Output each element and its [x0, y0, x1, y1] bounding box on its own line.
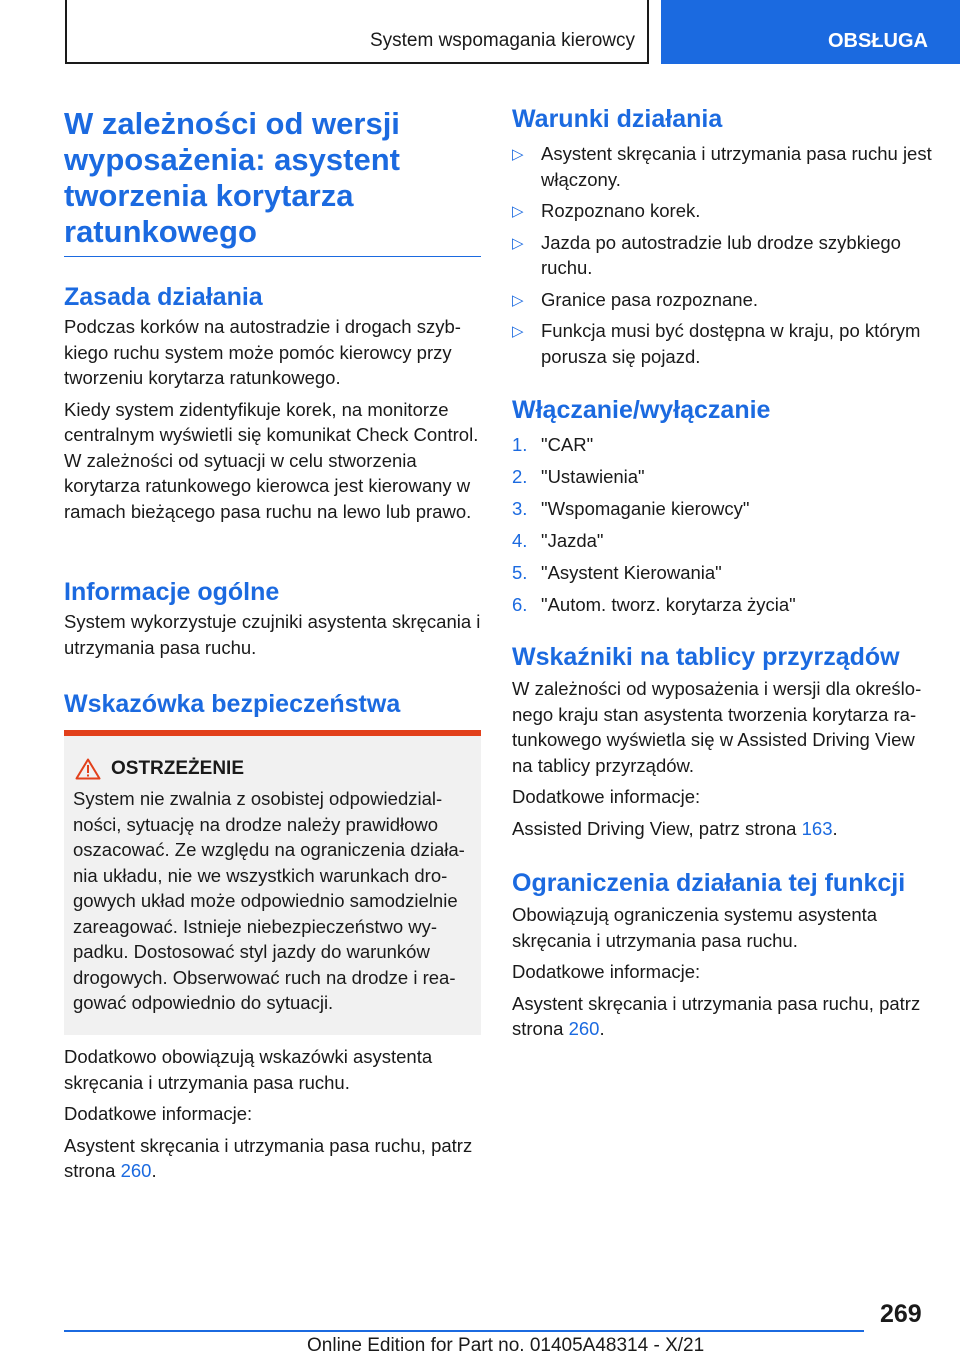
list-item — [512, 496, 932, 522]
reference-text: Asystent skręcania i utrzymania pasa ruchu, patrz strona — [512, 992, 921, 1039]
list-item-text: Jazda po autostradzie lub drodze szybkiego ruchu. — [541, 231, 901, 278]
section-wskazniki — [512, 642, 932, 841]
section-wlaczanie — [512, 395, 932, 624]
section-tab[interactable] — [661, 0, 960, 64]
triangle-bullet-icon: ▷ — [512, 146, 524, 163]
paragraph: Dodatkowe informacje: — [64, 1103, 253, 1124]
reference-text: Assisted Driving View, patrz strona — [512, 817, 802, 839]
page-link-163[interactable]: 163 — [801, 817, 833, 839]
triangle-bullet-icon: ▷ — [512, 203, 524, 220]
section-bezpieczenstwo — [64, 689, 481, 719]
warning-text: System nie zwalnia z osobistej odpowiedzialności, sytuację na drodze należy prawidłowo oszacować. Ze względu na ograniczenia działania układu, nie we wszystkich warunkach drogowych układ może odpowiednio samodzielnie zareagować. Istnieje niebezpieczeństwo wypadku. Dostosować styl jazdy do warunków drogowych. Obserwować ruch na drodze i reagować odpowiednio do sytuacji. — [73, 788, 465, 1013]
step-text: "CAR" — [541, 434, 594, 455]
paragraph: System wykorzystuje czujniki asystenta skręcania i utrzymania pasa ruchu. — [64, 611, 481, 658]
page-number: 269 — [880, 1300, 922, 1328]
conditions-list — [512, 141, 932, 369]
paragraph: Podczas korków na autostradzie i drogach szybkiego ruchu system może pomóc kierowcy przy tworzeniu korytarza ratunkowego. — [64, 316, 461, 388]
section-zasada — [64, 282, 481, 524]
triangle-bullet-icon: ▷ — [512, 291, 524, 309]
list-item-text: Asystent skręcania i utrzymania pasa ruchu jest włączony. — [541, 143, 932, 190]
list-item — [512, 198, 932, 224]
list-item-text: Granice pasa rozpoznane. — [541, 288, 758, 310]
paragraph — [512, 816, 932, 842]
step-number: 2. — [512, 466, 528, 487]
step-text: "Wspomaganie kierowcy" — [541, 498, 750, 519]
section-warunki — [512, 104, 932, 375]
footer-divider — [64, 1330, 864, 1332]
section-title: Włączanie/wyłączanie — [512, 396, 771, 424]
paragraph: Obowiązują ograniczenia systemu asystenta skręcania i utrzymania pasa ruchu. — [512, 904, 878, 951]
section-dodatkowo — [64, 1044, 481, 1184]
step-text: "Asystent Kierowania" — [541, 562, 722, 583]
list-item — [512, 141, 932, 192]
punctuation: . — [151, 1160, 157, 1181]
step-number: 5. — [512, 562, 528, 583]
section-title: Wskaźniki na tablicy przyrządów — [512, 643, 900, 671]
step-number: 6. — [512, 594, 528, 615]
section-title: Zasada działania — [64, 283, 263, 311]
page-link-260[interactable]: 260 — [120, 1160, 152, 1181]
paragraph: Dodatkowe informacje: — [512, 786, 701, 807]
list-item — [512, 230, 932, 281]
paragraph: W zależności od wyposażenia i wersji dla określonego kraju stan asystenta tworzenia korytarza ratunkowego wyświetla się w Assisted Driving View na tablicy przyrządów. — [512, 678, 922, 776]
header-title: System wspomagania kierowcy — [369, 30, 635, 51]
paragraph: Dodatkowe informacje: — [512, 961, 701, 982]
section-title: Warunki działania — [512, 105, 723, 133]
step-number: 3. — [512, 498, 528, 519]
paragraph — [64, 1133, 481, 1184]
list-item — [512, 318, 932, 369]
page-link-260[interactable]: 260 — [568, 1018, 600, 1039]
list-item — [512, 592, 932, 618]
section-ograniczenia — [512, 868, 932, 1042]
triangle-bullet-icon: ▷ — [512, 323, 524, 340]
list-item — [512, 528, 932, 554]
warning-box — [64, 730, 481, 1035]
edition-note: Online Edition for Part no. 01405A48314 - X/21 — [307, 1335, 705, 1356]
section-title: Informacje ogólne — [64, 578, 280, 606]
list-item — [512, 287, 932, 313]
list-item-text: Funkcja musi być dostępna w kraju, po którym porusza się pojazd. — [541, 320, 921, 367]
list-item-text: Rozpoznano korek. — [541, 200, 701, 221]
paragraph — [512, 991, 932, 1042]
punctuation: . — [599, 1018, 605, 1039]
step-number: 4. — [512, 530, 528, 551]
punctuation: . — [832, 817, 838, 839]
triangle-bullet-icon: ▷ — [512, 234, 524, 252]
section-informacje — [64, 577, 481, 660]
list-item — [512, 464, 932, 490]
section-title: Wskazówka bezpieczeństwa — [64, 690, 401, 718]
step-number: 1. — [512, 434, 528, 455]
warning-header — [73, 758, 471, 780]
paragraph: Dodatkowo obowiązują wskazówki asystenta skręcania i utrzymania pasa ruchu. — [64, 1046, 433, 1093]
section-title: Ograniczenia działania tej funkcji — [512, 869, 906, 897]
warning-triangle-icon — [75, 758, 101, 780]
warning-label: OSTRZEŻENIE — [111, 758, 245, 779]
paragraph: Kiedy system zidentyfikuje korek, na monitorze centralnym wyświetli się komunikat Check Control. W zależności od sytuacji w celu stworzenia korytarza ratunkowego kierowca jest kierowany w ramach bieżącego pasa ruchu na lewo lub prawo. — [64, 398, 479, 522]
reference-text: Asystent skręcania i utrzymania pasa ruchu, patrz strona — [64, 1134, 473, 1181]
steps-list — [512, 432, 932, 618]
main-title: W zależności od wersji wyposażenia: asystent tworzenia korytarza ratunkowego — [64, 106, 400, 249]
step-text: "Ustawienia" — [541, 466, 645, 487]
list-item — [512, 432, 932, 458]
section-tab-label: OBSŁUGA — [828, 30, 928, 52]
header-frame — [65, 0, 649, 64]
step-text: "Autom. tworz. korytarza życia" — [541, 594, 796, 615]
step-text: "Jazda" — [541, 530, 604, 551]
list-item — [512, 560, 932, 586]
title-divider — [64, 256, 481, 257]
